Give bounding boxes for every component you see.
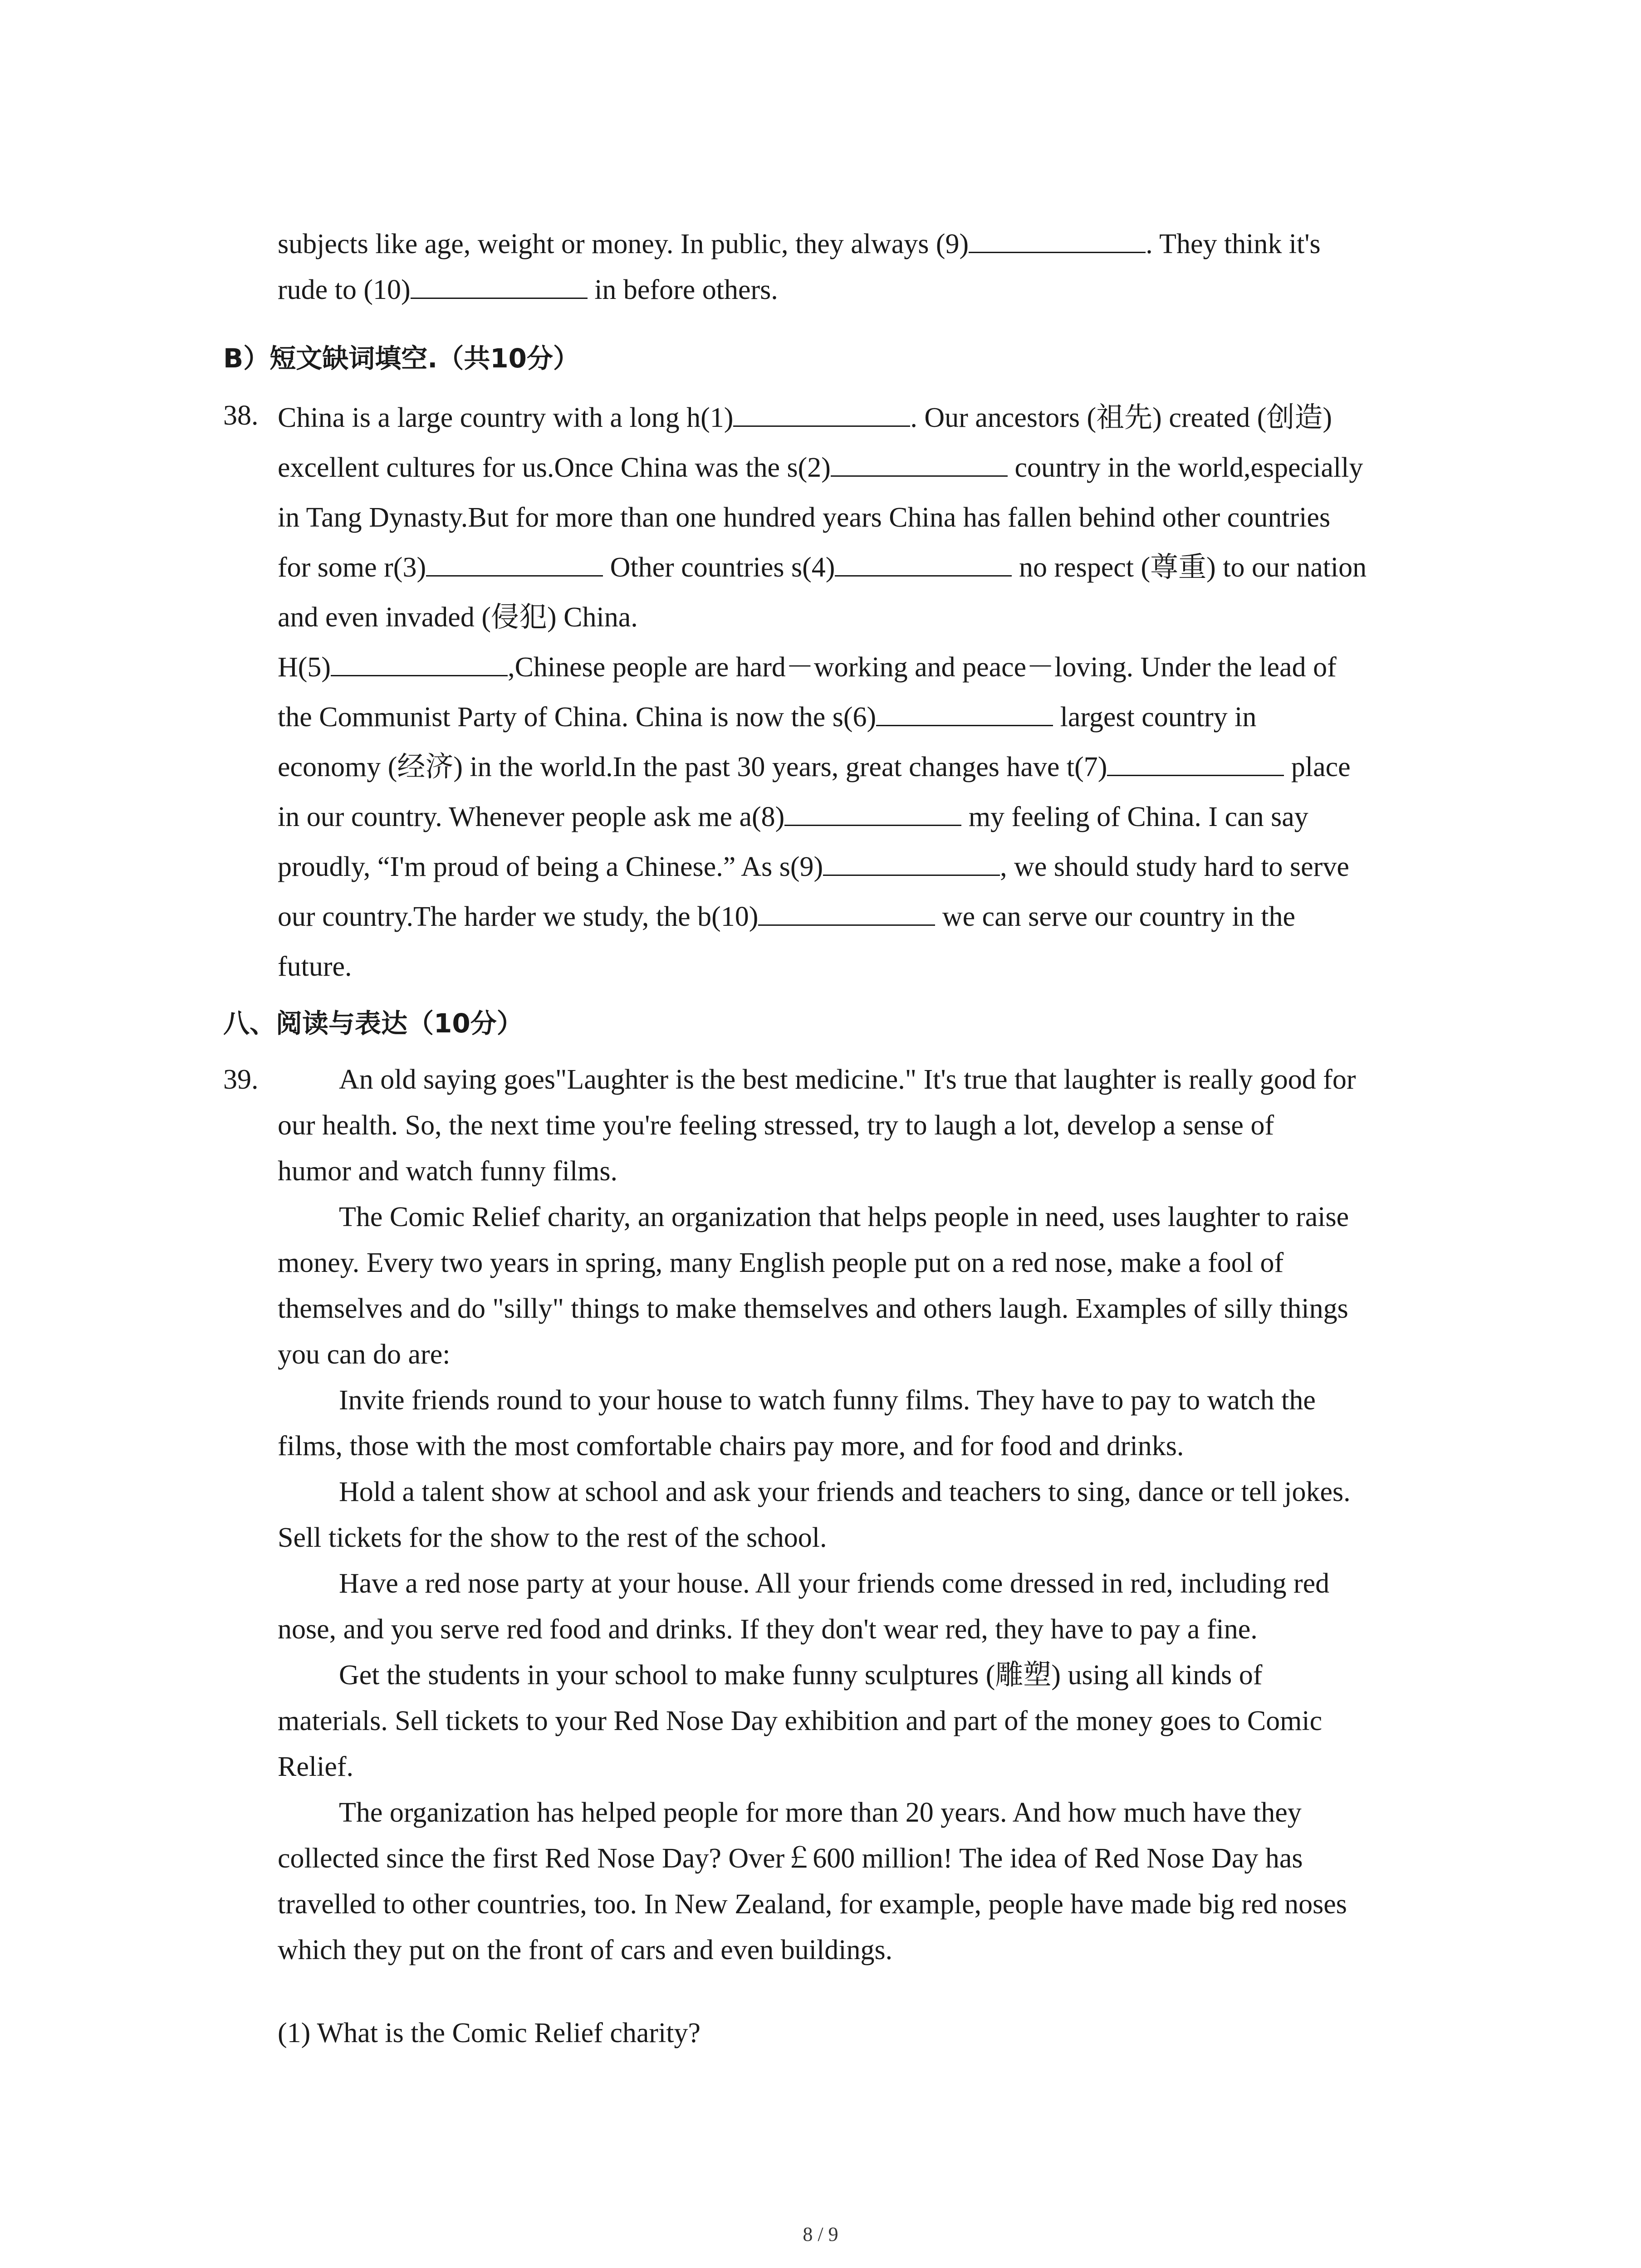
passage-line: Relief. — [278, 1751, 353, 1782]
passage-line: An old saying goes"Laughter is the best medicine." It's true that laughter is really good for — [339, 1064, 1356, 1095]
passage-line: Hold a talent show at school and ask your friends and teachers to sing, dance or tell jokes. — [339, 1476, 1351, 1507]
passage-line: you can do are: — [278, 1339, 451, 1370]
answer-blank-8[interactable] — [784, 797, 961, 826]
answer-blank-5[interactable] — [331, 648, 508, 676]
question-38-number: 38. — [223, 400, 259, 431]
answer-blank-2[interactable] — [831, 448, 1008, 477]
passage-line: subjects like age, weight or money. In public, they always (9) . They think it's — [278, 221, 1466, 267]
previous-passage — [278, 221, 1466, 313]
page-number: 8 / 9 — [803, 2223, 838, 2245]
passage-line: travelled to other countries, too. In New Zealand, for example, people have made big red noses — [278, 1889, 1347, 1920]
passage-line: which they put on the front of cars and even buildings. — [278, 1935, 893, 1965]
answer-blank-9b[interactable] — [823, 847, 1000, 876]
answer-blank-9[interactable] — [969, 225, 1146, 253]
passage-line: collected since the first Red Nose Day? Over￡600 million! The idea of Red Nose Day has — [278, 1843, 1303, 1874]
passage-line: The Comic Relief charity, an organization that helps people in need, uses laughter to raise — [339, 1202, 1349, 1232]
passage-line: materials. Sell tickets to your Red Nose Day exhibition and part of the money goes to Comic — [278, 1706, 1323, 1736]
answer-blank-7[interactable] — [1107, 748, 1284, 776]
answer-blank-3[interactable] — [426, 548, 603, 577]
passage-line: money. Every two years in spring, many English people put on a red nose, make a fool of — [278, 1247, 1284, 1278]
answer-blank-10b[interactable] — [758, 897, 935, 926]
question-39-sub-1: (1) What is the Comic Relief charity? — [278, 2018, 700, 2048]
section-b-heading: B）短文缺词填空.（共10分） — [223, 343, 579, 374]
answer-blank-10[interactable] — [411, 270, 588, 299]
passage-line: The organization has helped people for more than 20 years. And how much have they — [339, 1797, 1302, 1828]
passage-line: nose, and you serve red food and drinks. If they don't wear red, they have to pay a fine. — [278, 1614, 1258, 1645]
passage-line: themselves and do "silly" things to make themselves and others laugh. Examples of silly things — [278, 1293, 1348, 1324]
passage-line: humor and watch funny films. — [278, 1156, 618, 1187]
question-39-passage — [278, 1057, 1466, 1973]
answer-blank-1[interactable] — [733, 398, 910, 427]
section-8-heading: 八、阅读与表达（10分） — [223, 1008, 523, 1039]
passage-line: rude to (10) in before others. — [278, 267, 1466, 313]
answer-blank-4[interactable] — [835, 548, 1012, 577]
passage-line: our health. So, the next time you're feeling stressed, try to laugh a lot, develop a sense of — [278, 1110, 1274, 1141]
passage-line: Sell tickets for the show to the rest of the school. — [278, 1522, 827, 1553]
passage-line: films, those with the most comfortable chairs pay more, and for food and drinks. — [278, 1431, 1184, 1461]
passage-line: Invite friends round to your house to watch funny films. They have to pay to watch the — [339, 1385, 1316, 1416]
passage-line: Have a red nose party at your house. All your friends come dressed in red, including red — [339, 1568, 1330, 1599]
passage-line: Get the students in your school to make funny sculptures (雕塑) using all kinds of — [339, 1660, 1263, 1691]
question-38-passage: China is a large country with a long h(1) . Our ancestors (祖先) created (创造) excellent cultures for us.Once China was the s(2) country in the world,especially in Tang Dynasty.But for more than one hundred years China has fallen behind other countries for some r(3) Other countries s(4) no respect (尊重) to our nation and even invaded (侵犯) China. H(5) ,Chinese people are hard－working and peace－loving. Under the lead of the Communist Party of China. China is now the s(6) largest country in economy (经济) in the world.In the past 30 years, great changes have t(7) place in our country. Whenever people ask me a(8) my feeling of China. I can say proudly, “I'm proud of being a Chinese.” As s(9) , we should study hard to serve our country.The harder we study, the b(10) we can serve our country in the future. — [278, 393, 1466, 992]
answer-blank-6[interactable] — [876, 698, 1053, 726]
question-39-number: 39. — [223, 1064, 259, 1095]
